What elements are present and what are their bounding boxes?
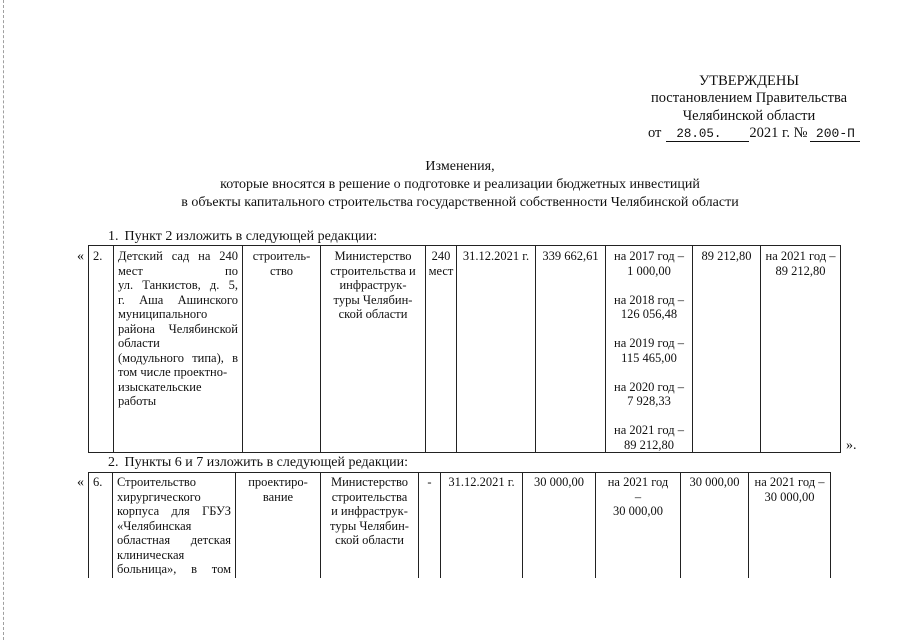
funding-entry: [608, 249, 690, 278]
customer-line: инфраструк-: [339, 278, 407, 292]
object-name-line: корпуса для ГБУЗ: [117, 504, 231, 518]
object-name-line: ул. Танкистов, д. 5,: [118, 278, 238, 292]
approval-line-2: Челябинской области: [682, 107, 816, 124]
object-name-line: г. Аша Ашинского: [118, 292, 238, 307]
heading-line-3: в объекты капитального строительства государственной собственности Челябинской области: [181, 195, 739, 210]
customer-line: туры Челябин-: [330, 518, 409, 533]
customer-cell: [321, 473, 419, 578]
amendment-table-2: [88, 472, 831, 578]
allocation-label: на 2021 год –: [765, 249, 836, 263]
capacity-line: 240: [431, 249, 451, 263]
funding-amount: 89 212,80: [624, 437, 674, 452]
work-type-line: вание: [262, 489, 294, 504]
allocation-amount: 89 212,80: [775, 263, 826, 278]
object-name-line: больница», в том: [117, 562, 231, 576]
section-caption-1: [108, 228, 377, 245]
allocation-cell: [749, 473, 831, 578]
approval-date: 28.05.: [666, 127, 749, 142]
customer-line: туры Челябин-: [333, 292, 413, 307]
scan-edge-line: [3, 0, 4, 640]
approval-line-1: постановлением Правительства: [650, 90, 848, 107]
approval-title: УТВЕРЖДЕНЫ: [698, 73, 800, 89]
object-name-line: (модульного типа), в: [118, 350, 238, 365]
customer-line: строительства: [331, 489, 408, 504]
funding-dash: –: [634, 489, 642, 504]
date-prefix: от: [648, 125, 662, 141]
deadline-cell: [441, 473, 523, 578]
funding-amount: 30 000,00: [613, 504, 663, 518]
object-name-line: Детский сад на 240: [118, 249, 238, 263]
caption-text: Пункты 6 и 7 изложить в следующей редакции:: [124, 455, 409, 470]
capacity-line: мест: [428, 263, 454, 278]
funding-cell: [606, 246, 693, 453]
row-number: 2.: [93, 249, 103, 263]
cost-cell: [536, 246, 606, 453]
approval-number: 200-П: [810, 127, 860, 142]
object-name-line: изыскательские: [118, 379, 202, 394]
funding-entry: [598, 475, 678, 519]
approval-block: [640, 73, 858, 125]
object-name-line: том числе проектно-: [118, 365, 228, 379]
cost: 30 000,00: [534, 475, 584, 489]
object-name-line: области: [118, 336, 160, 350]
object-name-cell: [113, 473, 236, 578]
funding-year-label: на 2019 год –: [614, 336, 684, 350]
open-quote: «: [77, 475, 84, 490]
object-name-line: Строительство: [117, 475, 197, 489]
work-type-line: строитель-: [252, 249, 311, 263]
customer-line: строительства и: [330, 263, 416, 278]
table-row: [89, 473, 831, 578]
funding-amount: 115 465,00: [621, 350, 677, 365]
funding-entry: [608, 293, 690, 322]
deadline: 31.12.2021 г.: [448, 475, 515, 489]
object-name-cell: [114, 246, 243, 453]
funding-entry: [608, 380, 690, 409]
object-name-line: хирургического: [117, 489, 201, 504]
customer-cell: [321, 246, 426, 453]
funding-amount: 126 056,48: [620, 307, 678, 321]
remaining-cell: [681, 473, 749, 578]
work-type-cell: [236, 473, 321, 578]
allocation-cell: [761, 246, 841, 453]
customer-line: Министерство: [334, 249, 412, 263]
work-type-line: ство: [269, 263, 294, 278]
customer-line: ской области: [338, 307, 408, 321]
remaining-cell: [693, 246, 761, 453]
object-name-line: клиническая: [117, 547, 185, 562]
heading-line-1: Изменения,: [425, 159, 495, 174]
open-quote: «: [77, 249, 84, 264]
row-number-cell: [89, 473, 113, 578]
funding-year-label: на 2021 год –: [614, 423, 684, 437]
amendment-table-1: [88, 245, 841, 453]
remaining-amount: 89 212,80: [701, 249, 752, 263]
caption-number: 2.: [108, 455, 119, 470]
funding-year-label: на 2017 год –: [614, 249, 684, 263]
funding-amount: 1 000,00: [627, 263, 671, 278]
heading-line-2: которые вносятся в решение о подготовке и реализации бюджетных инвестиций: [220, 177, 700, 192]
funding-year-label: на 2020 год –: [614, 379, 684, 394]
funding-year-label: на 2021 год: [607, 475, 669, 489]
work-type-cell: [243, 246, 321, 453]
work-type-line: проектиро-: [248, 475, 308, 489]
row-number: 6.: [93, 475, 103, 489]
funding-amount: 7 928,33: [627, 394, 671, 408]
close-quote: ».: [846, 438, 857, 453]
deadline-cell: [457, 246, 536, 453]
remaining-amount: 30 000,00: [689, 475, 740, 489]
object-name-line: мест по: [118, 263, 238, 278]
capacity-cell: [419, 473, 441, 578]
funding-entry: [608, 423, 690, 452]
object-name-line: района Челябинской: [118, 321, 238, 336]
funding-year-label: на 2018 год –: [614, 292, 684, 307]
funding-entry: [608, 336, 690, 365]
cost-cell: [523, 473, 596, 578]
capacity-cell: [426, 246, 457, 453]
customer-line: и инфраструк-: [331, 504, 408, 518]
approval-date-line: [648, 125, 860, 143]
customer-line: ской области: [335, 533, 404, 547]
object-name-line: «Челябинская: [117, 518, 192, 533]
row-number-cell: [89, 246, 114, 453]
object-name-line: работы: [118, 394, 157, 408]
caption-number: 1.: [108, 229, 119, 244]
funding-cell: [596, 473, 681, 578]
allocation-label: на 2021 год –: [754, 475, 825, 489]
table-row: [89, 246, 841, 453]
object-name-line: муниципального: [118, 307, 208, 321]
allocation-amount: 30 000,00: [764, 489, 815, 504]
document-heading: [15, 158, 905, 212]
year-suffix: 2021 г. №: [749, 125, 808, 141]
cost: 339 662,61: [542, 249, 599, 263]
caption-text: Пункт 2 изложить в следующей редакции:: [124, 229, 378, 244]
customer-line: Министерство: [330, 475, 409, 489]
section-caption-2: [108, 454, 408, 471]
deadline: 31.12.2021 г.: [462, 249, 530, 263]
object-name-line: областная детская: [117, 533, 231, 547]
capacity-line: -: [427, 475, 432, 489]
